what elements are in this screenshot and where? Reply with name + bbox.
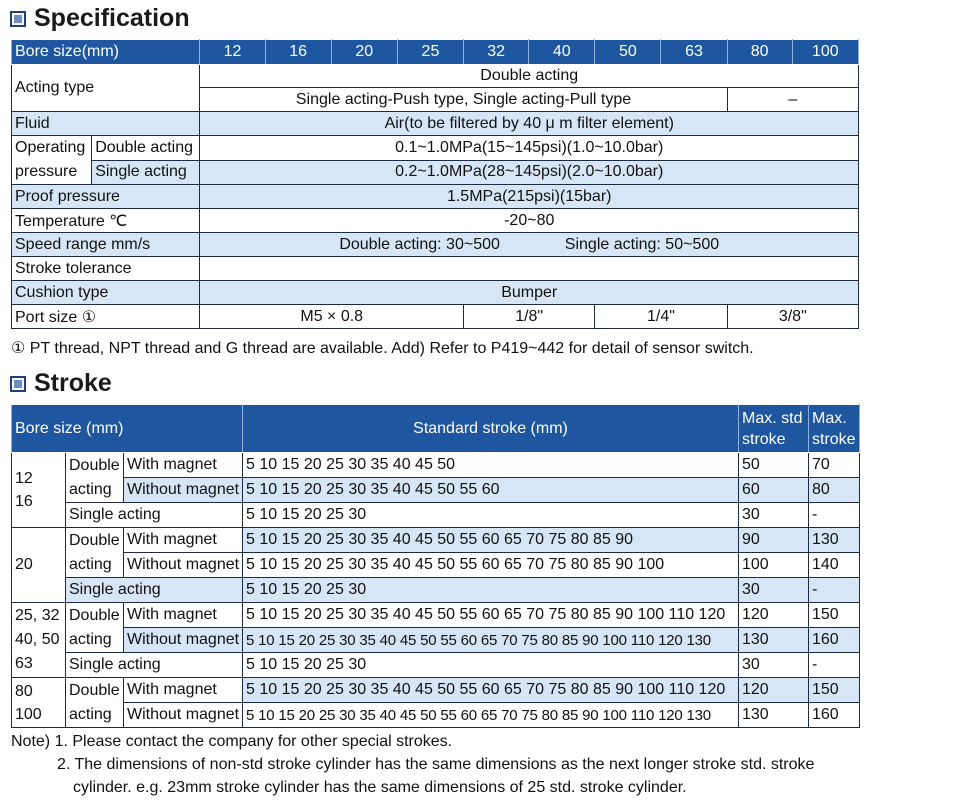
with-magnet-label: With magnet bbox=[124, 603, 243, 628]
max-stroke: 160 bbox=[809, 703, 860, 728]
op-double-label: Double acting bbox=[92, 136, 200, 161]
bore-size-cell: 50 bbox=[595, 40, 661, 65]
double-acting-cell bbox=[66, 528, 124, 578]
port-value: 1/8" bbox=[464, 305, 595, 329]
stroke-note-2: 2. The dimensions of non-std stroke cylinder has the same dimensions as the next longer stroke std. stroke bbox=[57, 756, 815, 773]
single-acting-label: Single acting bbox=[66, 578, 243, 603]
standard-strokes: 5 10 15 20 25 30 35 40 45 50 55 60 65 70 75 80 85 90 100 110 120 bbox=[243, 603, 739, 628]
bore-size-cell: 25 bbox=[397, 40, 463, 65]
bore-size-cell: 100 bbox=[792, 40, 858, 65]
bore-line: 63 bbox=[15, 655, 33, 672]
fluid-label: Fluid bbox=[12, 112, 200, 136]
bore-line: 40, 50 bbox=[15, 631, 60, 648]
double-line: Double bbox=[69, 606, 120, 624]
bore-group-cell bbox=[12, 453, 66, 528]
max-std-stroke: 130 bbox=[739, 628, 809, 653]
max-std-stroke: 120 bbox=[739, 678, 809, 703]
single-acting-label: Single acting bbox=[66, 503, 243, 528]
stroke-tol-value bbox=[200, 257, 859, 281]
op-double-value: 0.1~1.0MPa(15~145psi)(1.0~10.0bar) bbox=[200, 136, 859, 161]
max-stroke: 160 bbox=[809, 628, 860, 653]
double-line: acting bbox=[69, 705, 112, 723]
bore-size-label: Bore size(mm) bbox=[12, 40, 200, 65]
bore-group-cell bbox=[12, 678, 66, 728]
fluid-row bbox=[12, 112, 859, 136]
standard-strokes: 5 10 15 20 25 30 35 40 45 50 bbox=[243, 453, 739, 478]
header-line: Max. bbox=[812, 409, 847, 427]
max-stroke: 150 bbox=[809, 678, 860, 703]
max-std-stroke: 100 bbox=[739, 553, 809, 578]
port-value: 1/4" bbox=[595, 305, 727, 329]
port-size-row bbox=[12, 305, 859, 329]
double-line: Double bbox=[69, 531, 120, 549]
with-magnet-label: With magnet bbox=[124, 678, 243, 703]
max-std-stroke: 120 bbox=[739, 603, 809, 628]
table-row bbox=[12, 503, 860, 528]
bore-size-cell: 32 bbox=[464, 40, 529, 65]
max-stroke: - bbox=[809, 653, 860, 678]
double-line: acting bbox=[69, 555, 112, 573]
port-label: Port size ① bbox=[12, 305, 200, 329]
with-magnet-label: With magnet bbox=[124, 453, 243, 478]
table-row bbox=[12, 603, 860, 628]
stroke-tolerance-row bbox=[12, 257, 859, 281]
header-line: stroke bbox=[812, 430, 856, 448]
port-value: 3/8" bbox=[727, 305, 858, 329]
table-row bbox=[12, 553, 860, 578]
bore-size-cell: 16 bbox=[265, 40, 331, 65]
table-row bbox=[12, 678, 860, 703]
max-std-stroke: 60 bbox=[739, 478, 809, 503]
max-stroke: 80 bbox=[809, 478, 860, 503]
without-magnet-label: Without magnet bbox=[124, 703, 243, 728]
bore-line: 12 bbox=[15, 470, 33, 487]
square-bullet-icon bbox=[10, 376, 26, 392]
bore-line: 100 bbox=[15, 705, 42, 723]
speed-double: Double acting: 30~500 bbox=[339, 235, 500, 253]
acting-single-dash: – bbox=[727, 88, 858, 112]
table-row bbox=[12, 628, 860, 653]
table-row bbox=[12, 528, 860, 553]
speed-value bbox=[200, 233, 859, 257]
bore-size-cell: 20 bbox=[331, 40, 397, 65]
cushion-value: Bumper bbox=[200, 281, 859, 305]
fluid-value: Air(to be filtered by 40 μ m filter element) bbox=[200, 112, 859, 136]
acting-double-value: Double acting bbox=[200, 65, 859, 88]
stroke-table bbox=[11, 404, 860, 728]
stroke-title: Stroke bbox=[34, 369, 112, 397]
bore-size-header-row bbox=[12, 40, 859, 65]
table-row bbox=[12, 478, 860, 503]
bore-line: 16 bbox=[15, 493, 33, 510]
stroke-tol-label: Stroke tolerance bbox=[12, 257, 200, 281]
cushion-type-row bbox=[12, 281, 859, 305]
table-row bbox=[12, 453, 860, 478]
op-single-value: 0.2~1.0MPa(28~145psi)(2.0~10.0bar) bbox=[200, 160, 859, 185]
max-stroke: - bbox=[809, 578, 860, 603]
bore-group-cell bbox=[12, 603, 66, 678]
bore-size-cell: 12 bbox=[200, 40, 265, 65]
without-magnet-label: Without magnet bbox=[124, 628, 243, 653]
max-stroke: - bbox=[809, 503, 860, 528]
speed-single: Single acting: 50~500 bbox=[564, 235, 720, 253]
specification-title: Specification bbox=[34, 4, 190, 32]
header-line: Max. std bbox=[742, 409, 803, 427]
op-single-label: Single acting bbox=[92, 160, 200, 185]
specification-footnote: ① PT thread, NPT thread and G thread are available. Add) Refer to P419~442 for detail of sensor switch. bbox=[11, 340, 754, 357]
temperature-row bbox=[12, 209, 859, 233]
bore-line: 25, 32 bbox=[15, 607, 60, 624]
double-line: Double bbox=[69, 456, 120, 474]
standard-stroke-header: Standard stroke (mm) bbox=[243, 405, 739, 453]
bore-size-header: Bore size (mm) bbox=[12, 405, 243, 453]
acting-single-value: Single acting-Push type, Single acting-Pull type bbox=[200, 88, 727, 112]
double-acting-cell bbox=[66, 678, 124, 728]
standard-strokes: 5 10 15 20 25 30 bbox=[243, 578, 739, 603]
table-row bbox=[12, 653, 860, 678]
cushion-label: Cushion type bbox=[12, 281, 200, 305]
standard-strokes: 5 10 15 20 25 30 bbox=[243, 503, 739, 528]
max-stroke: 150 bbox=[809, 603, 860, 628]
square-bullet-icon bbox=[10, 11, 26, 27]
stroke-heading bbox=[10, 369, 112, 398]
table-row bbox=[12, 578, 860, 603]
acting-type-label: Acting type bbox=[12, 65, 200, 112]
operating-pressure-label bbox=[12, 136, 92, 185]
port-value: M5 × 0.8 bbox=[200, 305, 464, 329]
bore-group-cell bbox=[12, 528, 66, 603]
stroke-note-1: Note) 1. Please contact the company for other special strokes. bbox=[11, 733, 453, 750]
double-line: acting bbox=[69, 480, 112, 498]
max-std-stroke: 30 bbox=[739, 578, 809, 603]
bore-line: 20 bbox=[15, 556, 33, 573]
bore-size-cell: 40 bbox=[529, 40, 595, 65]
standard-strokes: 5 10 15 20 25 30 35 40 45 50 55 60 65 70 75 80 85 90 bbox=[243, 528, 739, 553]
standard-strokes: 5 10 15 20 25 30 35 40 45 50 55 60 65 70 75 80 85 90 100 110 120 bbox=[243, 678, 739, 703]
standard-strokes: 5 10 15 20 25 30 35 40 45 50 55 60 65 70 75 80 85 90 100 bbox=[243, 553, 739, 578]
proof-pressure-row bbox=[12, 185, 859, 209]
double-acting-cell bbox=[66, 453, 124, 503]
operating-single-row bbox=[12, 160, 859, 185]
max-std-stroke: 30 bbox=[739, 653, 809, 678]
stroke-note-3: cylinder. e.g. 23mm stroke cylinder has the same dimensions of 25 std. stroke cylinder. bbox=[73, 779, 687, 796]
table-row bbox=[12, 703, 860, 728]
proof-label: Proof pressure bbox=[12, 185, 200, 209]
speed-label: Speed range mm/s bbox=[12, 233, 200, 257]
max-std-stroke-header bbox=[739, 405, 809, 453]
max-stroke: 130 bbox=[809, 528, 860, 553]
max-std-stroke: 50 bbox=[739, 453, 809, 478]
single-acting-label: Single acting bbox=[66, 653, 243, 678]
acting-type-row bbox=[12, 65, 859, 88]
max-std-stroke: 130 bbox=[739, 703, 809, 728]
bore-size-cell: 80 bbox=[727, 40, 792, 65]
bore-line: 80 bbox=[15, 682, 33, 700]
double-line: Double bbox=[69, 681, 120, 699]
max-stroke: 140 bbox=[809, 553, 860, 578]
speed-range-row bbox=[12, 233, 859, 257]
operating-label-line: Operating bbox=[15, 139, 86, 156]
without-magnet-label: Without magnet bbox=[124, 553, 243, 578]
with-magnet-label: With magnet bbox=[124, 528, 243, 553]
standard-strokes: 5 10 15 20 25 30 35 40 45 50 55 60 65 70 75 80 85 90 100 110 120 130 bbox=[243, 628, 739, 653]
without-magnet-label: Without magnet bbox=[124, 478, 243, 503]
standard-strokes: 5 10 15 20 25 30 35 40 45 50 55 60 bbox=[243, 478, 739, 503]
max-std-stroke: 30 bbox=[739, 503, 809, 528]
max-stroke: 70 bbox=[809, 453, 860, 478]
specification-heading bbox=[10, 4, 190, 33]
proof-value: 1.5MPa(215psi)(15bar) bbox=[200, 185, 859, 209]
header-line: stroke bbox=[742, 430, 786, 448]
double-acting-cell bbox=[66, 603, 124, 653]
stroke-header-row bbox=[12, 405, 860, 453]
standard-strokes: 5 10 15 20 25 30 35 40 45 50 55 60 65 70 75 80 85 90 100 110 120 130 bbox=[243, 703, 739, 728]
specification-table bbox=[11, 39, 859, 329]
standard-strokes: 5 10 15 20 25 30 bbox=[243, 653, 739, 678]
double-line: acting bbox=[69, 630, 112, 648]
temp-label: Temperature ℃ bbox=[12, 209, 200, 233]
max-stroke-header bbox=[809, 405, 860, 453]
temp-value: -20~80 bbox=[200, 209, 859, 233]
operating-label-line: pressure bbox=[15, 163, 78, 180]
bore-size-cell: 63 bbox=[661, 40, 727, 65]
max-std-stroke: 90 bbox=[739, 528, 809, 553]
operating-double-row bbox=[12, 136, 859, 161]
